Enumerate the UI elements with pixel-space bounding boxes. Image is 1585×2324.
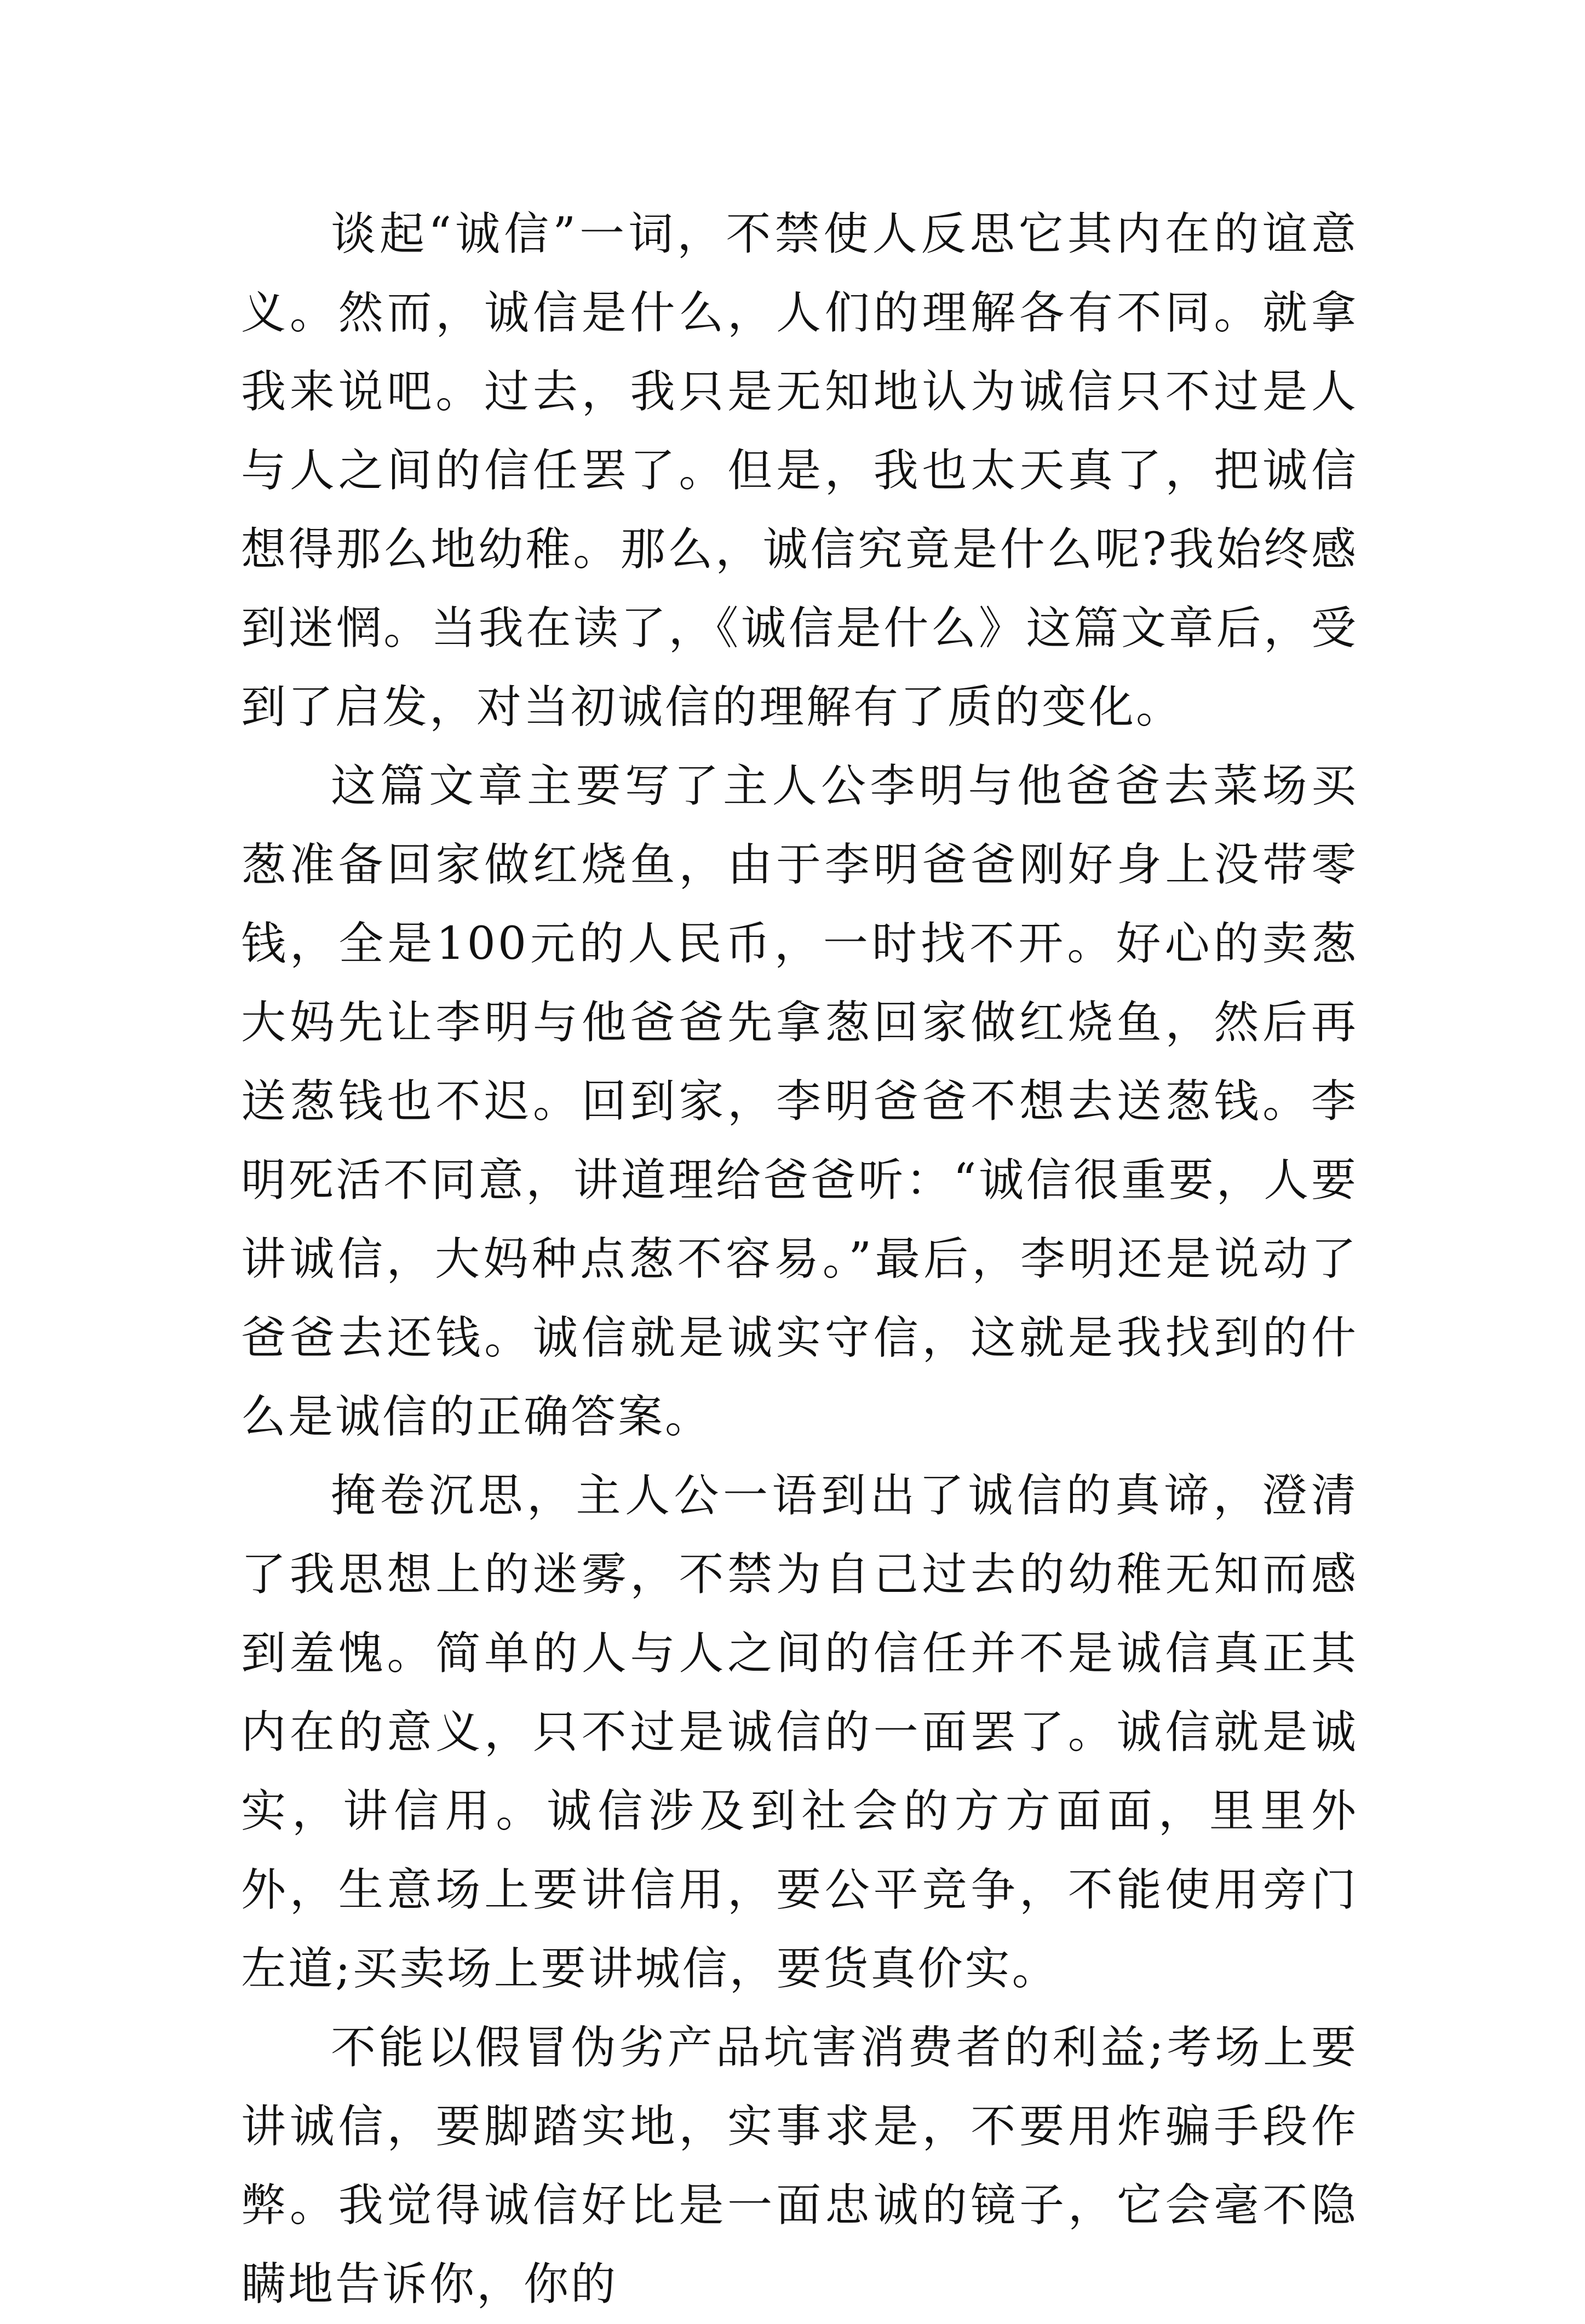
paragraph-2: 这篇文章主要写了主人公李明与他爸爸去菜场买葱准备回家做红烧鱼，由于李明爸爸刚好身上没带零钱，全是100元的人民币，一时找不开。好心的卖葱大妈先让李明与他爸爸先拿葱回家做红烧鱼，然后再送葱钱也不迟。回到家，李明爸爸不想去送葱钱。李明死活不同意，讲道理给爸爸听：“诚信很重要，人要讲诚信，大妈种点葱不容易。”最后，李明还是说动了爸爸去还钱。诚信就是诚实守信，这就是我找到的什么是诚信的正确答案。 — [241, 760, 1358, 1443]
essay-body — [241, 195, 1358, 2324]
paragraph-1: 谈起“诚信”一词，不禁使人反思它其内在的谊意义。然而，诚信是什么，人们的理解各有不同。就拿我来说吧。过去，我只是无知地认为诚信只不过是人与人之间的信任罢了。但是，我也太天真了，把诚信想得那么地幼稚。那么，诚信究竟是什么呢?我始终感到迷惘。当我在读了，《诚信是什么》这篇文章后，受到了启发，对当初诚信的理解有了质的变化。 — [241, 208, 1358, 733]
paragraph-4: 不能以假冒伪劣产品坑害消费者的利益;考场上要讲诚信，要脚踏实地，实事求是，不要用炸骗手段作弊。我觉得诚信好比是一面忠诚的镜子，它会毫不隐瞒地告诉你，你的 — [241, 2022, 1358, 2310]
paragraph-3: 掩卷沉思，主人公一语到出了诚信的真谛，澄清了我思想上的迷雾，不禁为自己过去的幼稚无知而感到羞愧。简单的人与人之间的信任并不是诚信真正其内在的意义，只不过是诚信的一面罢了。诚信就是诚实，讲信用。诚信涉及到社会的方方面面，里里外外，生意场上要讲信用，要公平竞争，不能使用旁门左道;买卖场上要讲城信，要货真价实。 — [241, 1470, 1358, 1995]
